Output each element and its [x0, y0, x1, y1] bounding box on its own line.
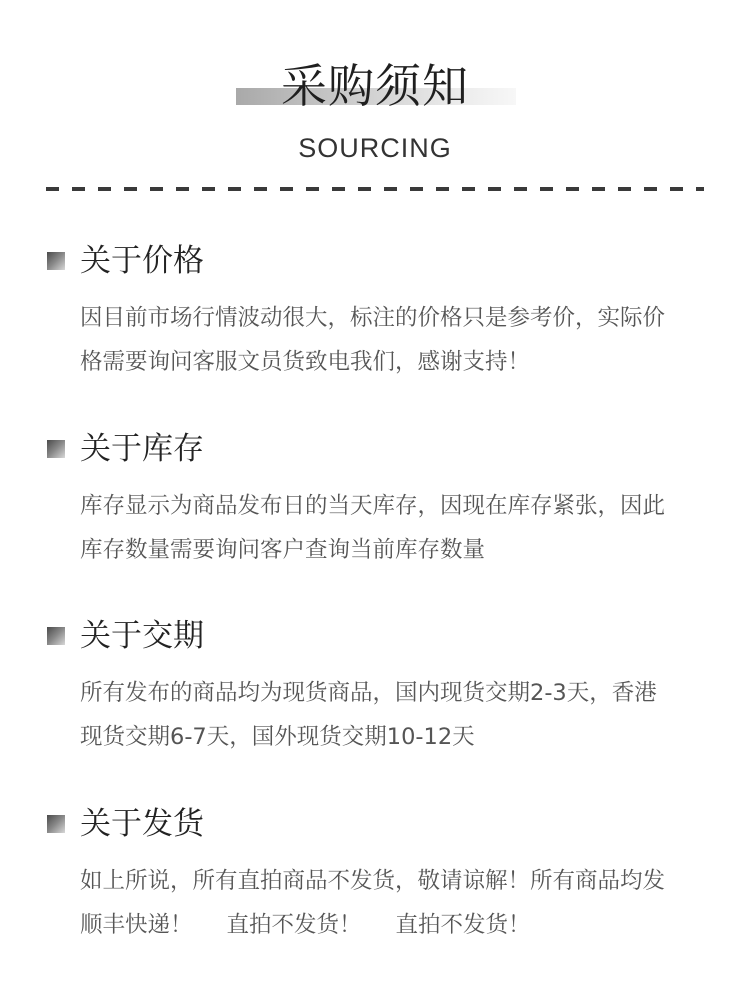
section-heading — [0, 803, 750, 847]
section-heading — [0, 615, 750, 659]
section-heading — [0, 240, 750, 284]
section-body-shipping — [80, 859, 708, 947]
page-title: 采购须知 — [281, 59, 469, 113]
section-body-delivery-time — [80, 671, 708, 759]
body-line: 库存数量需要询问客户查询当前库存数量 — [80, 537, 486, 563]
dashed-divider — [46, 187, 704, 191]
section-heading — [0, 428, 750, 472]
section-title-delivery-time: 关于交期 — [80, 618, 204, 654]
shipping-note-part: 直拍不发货！ — [395, 912, 531, 938]
body-line: 格需要询问客服文员货致电我们，感谢支持！ — [80, 349, 531, 375]
body-line: 现货交期6-7天，国外现货交期10-12天 — [80, 724, 475, 750]
section-title-shipping: 关于发货 — [80, 806, 204, 842]
body-line: 因目前市场行情波动很大，标注的价格只是参考价，实际价 — [80, 305, 666, 331]
shipping-note-part: 顺丰快递！ — [80, 912, 193, 938]
body-line-last — [80, 903, 708, 947]
page-header — [0, 0, 750, 200]
section-title-stock: 关于库存 — [80, 431, 204, 467]
square-bullet-icon — [47, 815, 65, 833]
body-line: 所有发布的商品均为现货商品，国内现货交期2-3天，香港 — [80, 680, 657, 706]
section-body-price — [80, 296, 708, 384]
body-line: 如上所说，所有直拍商品不发货，敬请谅解！所有商品均发 — [80, 868, 666, 894]
square-bullet-icon — [47, 627, 65, 645]
square-bullet-icon — [47, 440, 65, 458]
section-body-stock — [80, 484, 708, 572]
square-bullet-icon — [47, 252, 65, 270]
section-title-price: 关于价格 — [80, 243, 204, 279]
shipping-note-part: 直拍不发货！ — [226, 912, 362, 938]
page-subtitle: SOURCING — [298, 133, 452, 163]
body-line: 库存显示为商品发布日的当天库存，因现在库存紧张，因此 — [80, 493, 666, 519]
